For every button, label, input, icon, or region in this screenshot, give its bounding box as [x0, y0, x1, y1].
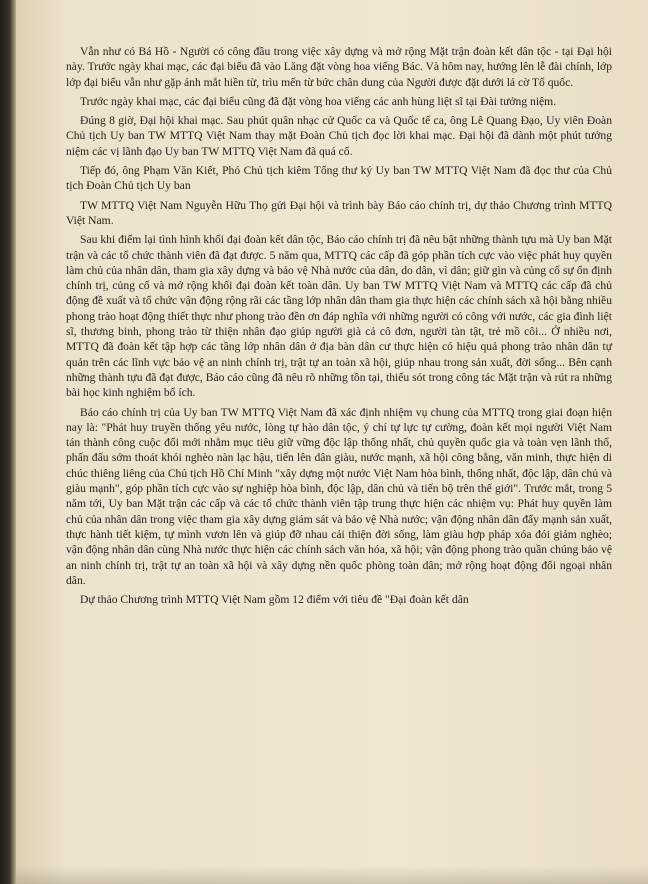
- paragraph-5: TW MTTQ Việt Nam Nguyễn Hữu Thọ gửi Đại hội và trình bày Báo cáo chính trị, dự thảo Chương trình MTTQ Việt Nam.: [66, 198, 612, 227]
- page-bottom-shadow: [16, 866, 648, 884]
- paragraph-1: Vẫn như có Bá Hồ - Người có công đầu trong việc xây dựng và mở rộng Mặt trận đoàn kết dân tộc - tại Đại hội này. Trước ngày khai mạc, các đại biểu đã vào Lăng đặt vòng hoa viếng Bác. Và hôm nay, hướng lên lễ đài chính, lớp lớp đại biểu vẫn như gặp ánh mắt hiền từ, trìu mến từ bức chân dung của Người được đặt dưới lá cờ Tổ quốc.: [66, 45, 612, 89]
- paragraph-8: Dự thảo Chương trình MTTQ Việt Nam gồm 12 điểm với tiêu đề "Đại đoàn kết dân: [80, 593, 469, 607]
- book-spine-edge: [0, 0, 16, 884]
- paragraph-2: Trước ngày khai mạc, các đại biểu cũng đã đặt vòng hoa viếng các anh hùng liệt sĩ tại Đài tưởng niệm.: [80, 94, 557, 108]
- body-text: [66, 44, 612, 607]
- paragraph-7: Báo cáo chính trị của Uy ban TW MTTQ Việt Nam đã xác định nhiệm vụ chung của MTTQ trong giai đoạn hiện nay là: "Phát huy truyền thống yêu nước, lòng tự hào dân tộc, ý chí tự lực tự cường, đoàn kết mọi người Việt Nam tán thành công cuộc đổi mới nhằm mục tiêu giữ vững độc lập thống nhất, chủ quyền quốc gia và toàn vẹn lãnh thổ, phấn đấu sớm thoát khỏi nghèo nàn lạc hậu, tiến lên dân giàu, nước mạnh, xã hội công bằng, văn minh, thực hiện di chúc thiêng liêng của Chủ tịch Hồ Chí Minh "xây dựng một nước Việt Nam hòa bình, thống nhất, độc lập, dân chủ và giàu mạnh", góp phần tích cực vào sự nghiệp hòa bình, độc lập, dân chủ và tiến bộ trên thế giới". Trước mắt, trong 5 năm tới, Uy ban Mặt trận các cấp và các tổ chức thành viên tập trung thực hiện các nhiệm vụ: Phát huy quyền làm chủ của nhân dân trong việc tham gia xây dựng giám sát và bảo vệ Nhà nước; vận động nhân dân đẩy mạnh sản xuất, thực hành tiết kiệm, tự mình vươn lên và giúp đỡ nhau cải thiện đời sống, làm giàu hợp pháp xóa đói giảm nghèo; vận động nhân dân cùng Nhà nước thực hiện các chính sách văn hóa, xã hội; vận động phong trào quần chúng bảo vệ an ninh chính trị, trật tự an toàn xã hội và xây dựng nền quốc phòng toàn dân; mở rộng hoạt động đối ngoại nhân dân.: [66, 405, 612, 587]
- paragraph-6: Sau khi điểm lại tình hình khối đại đoàn kết dân tộc, Báo cáo chính trị đã nêu bật những thành tựu mà Uy ban Mặt trận và các tổ chức thành viên đã đạt được. 5 năm qua, MTTQ các cấp đã góp phần tích cực vào việc phát huy quyền làm chủ của nhân dân, tham gia xây dựng và bảo vệ Nhà nước của dân, do dân, vì dân; giữ gìn và củng cố sự ổn định chính trị, củng cố và mở rộng khối đại đoàn kết toàn dân. Uy ban TW MTTQ Việt Nam và MTTQ các cấp đã chủ động đề xuất và tổ chức vận động rộng rãi các tầng lớp nhân dân tham gia thực hiện các chính sách xã hội bằng nhiều phong trào hoạt động thiết thực như phong trào đền ơn đáp nghĩa với những người có công với nước, các gia đình liệt sĩ, thương binh, phong trào từ thiện nhân đạo giúp người già cả cô đơn, người tàn tật, trẻ mồ côi... Ở nhiều nơi, MTTQ đã đoàn kết tập hợp các tầng lớp nhân dân ở địa bàn dân cư thực hiện có hiệu quả phong trào nhân dân tự quản trên các lĩnh vực bảo vệ an ninh chính trị, trật tự an toàn xã hội, giúp nhau trong sản xuất, đời sống... Bên cạnh những thành tựu đã đạt được, Báo cáo cũng đã nêu rõ những tồn tại, thiếu sót trong công tác Mặt trận và rút ra những bài học kinh nghiệm bổ ích.: [66, 233, 612, 400]
- paragraph-3: Đúng 8 giờ, Đại hội khai mạc. Sau phút quân nhạc cử Quốc ca và Quốc tế ca, ông Lê Quang Đạo, Uy viên Đoàn Chủ tịch Uy ban TW MTTQ Việt Nam thay mặt Đoàn Chủ tịch đọc lời khai mạc. Đại hội đã dành một phút tưởng niệm các vị lãnh đạo Uy ban TW MTTQ Việt Nam đã quá cố.: [66, 114, 612, 158]
- paragraph-4: Tiếp đó, ông Phạm Văn Kiết, Phó Chủ tịch kiêm Tổng thư ký Uy ban TW MTTQ Việt Nam đã đọc thư của Chủ tịch Đoàn Chủ tịch Uy ban: [66, 164, 612, 193]
